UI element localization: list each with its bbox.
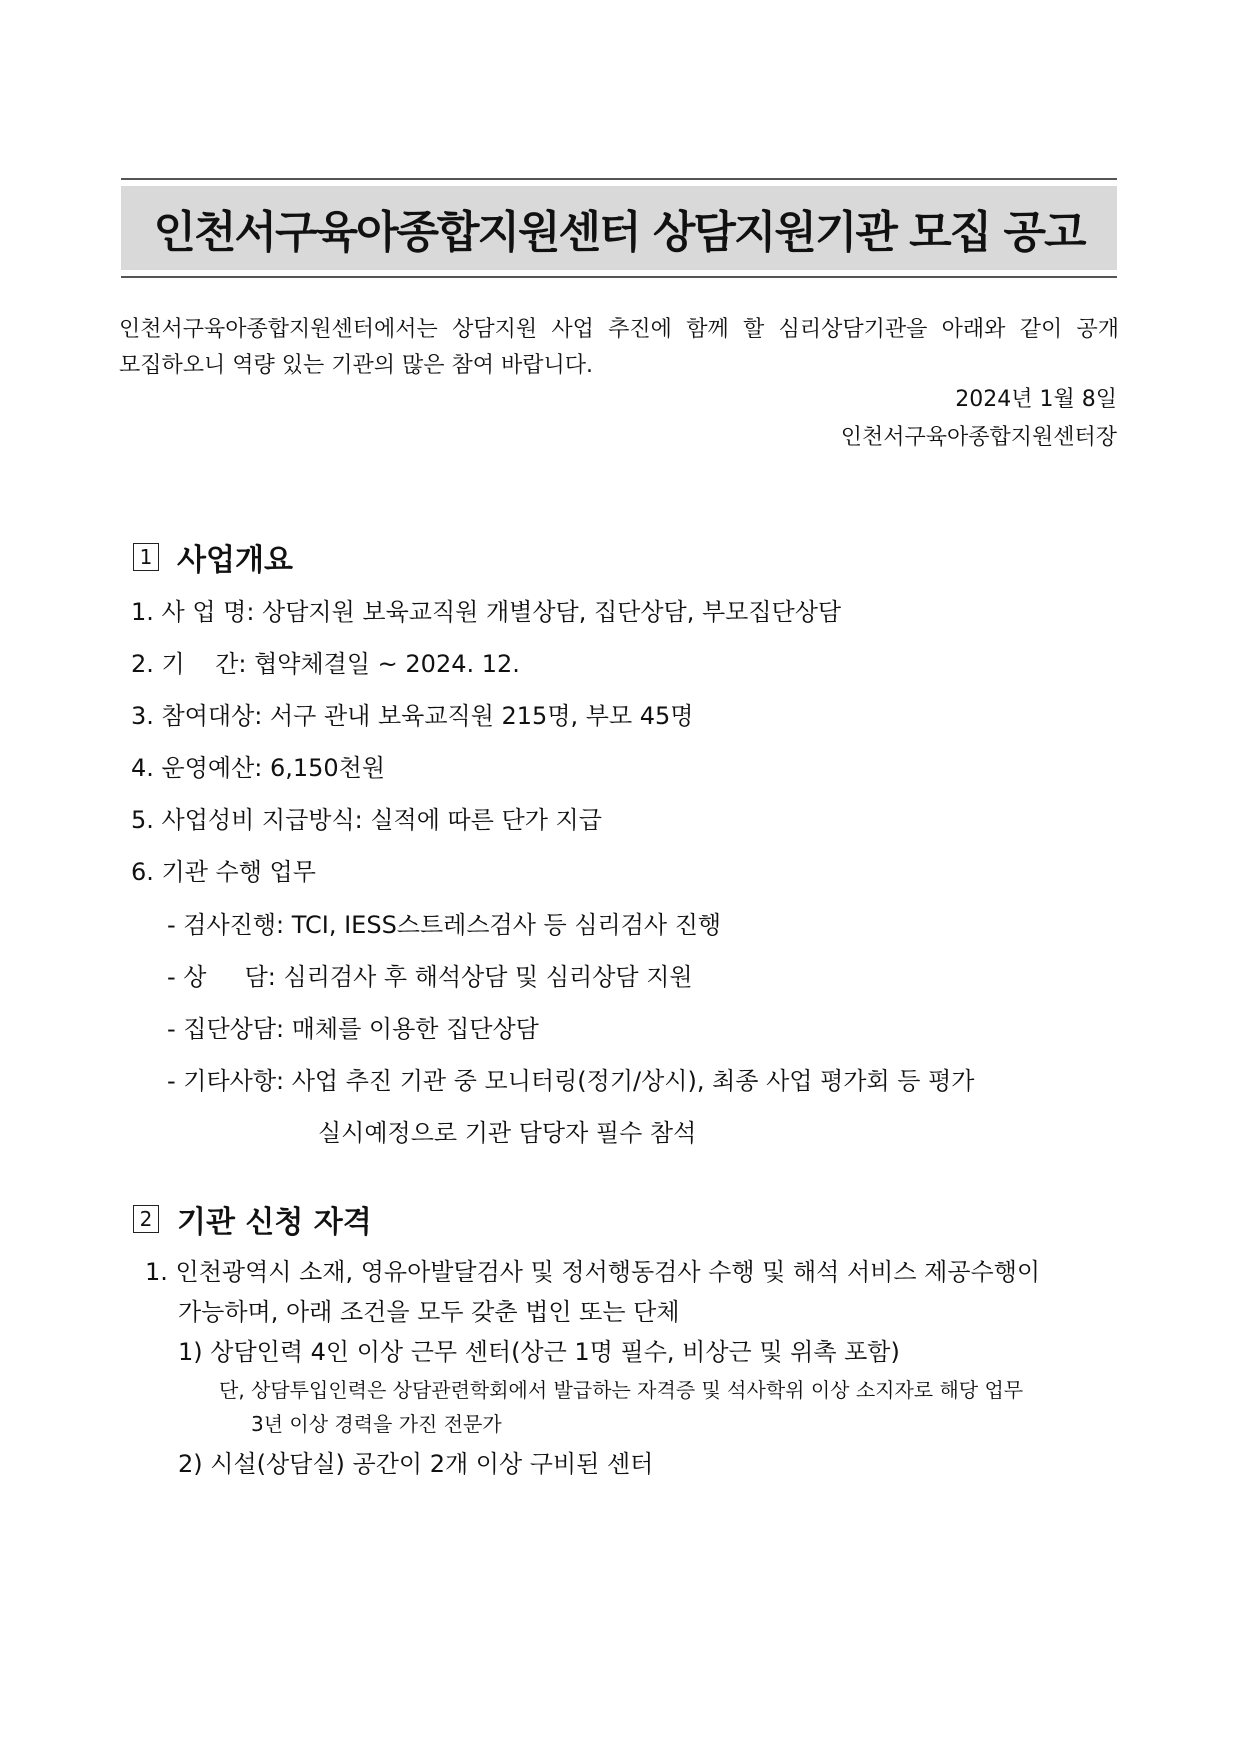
page-title: 인천서구육아종합지원센터 상담지원기관 모집 공고 [121,186,1117,270]
list-item: 5. 사업성비 지급방식: 실적에 따른 단가 지급 [131,806,602,834]
intro-paragraph [119,312,1119,384]
sub-item: 1) 상담인력 4인 이상 근무 센터(상근 1명 필수, 비상근 및 위촉 포함) [178,1338,900,1366]
list-item: 2. 기 간: 협약체결일 ~ 2024. 12. [131,650,520,678]
section-heading [133,535,293,579]
sub-item: - 검사진행: TCI, IESS스트레스검사 등 심리검사 진행 [167,911,722,939]
sub-item: - 집단상담: 매체를 이용한 집단상담 [167,1015,539,1043]
title-banner [121,178,1117,278]
section-title: 기관 신청 자격 [177,1205,372,1240]
notice-date: 2024년 1월 8일 [955,387,1117,412]
note: 단, 상담투입인력은 상담관련학회에서 발급하는 자격증 및 석사학위 이상 소지자로 해당 업무 [219,1378,1024,1402]
intro-line: 인천서구육아종합지원센터에서는 상담지원 사업 추진에 함께 할 심리상담기관을 아래와 같이 공개 [119,317,1119,342]
sub-item: - 기타사항: 사업 추진 기관 중 모니터링(정기/상시), 최종 사업 평가회 등 평가 [167,1067,975,1095]
section-number: 2 [133,1205,159,1233]
list-item: 1. 인천광역시 소재, 영유아발달검사 및 정서행동검사 수행 및 해석 서비스 제공수행이 [145,1258,1041,1286]
sub-item-continuation: 실시예정으로 기관 담당자 필수 참석 [318,1119,697,1147]
divider [121,276,1117,278]
intro-line: 모집하오니 역량 있는 기관의 많은 참여 바랍니다. [119,353,593,378]
sub-item: - 상 담: 심리검사 후 해석상담 및 심리상담 지원 [167,963,693,991]
list-item-continuation: 가능하며, 아래 조건을 모두 갖춘 법인 또는 단체 [178,1298,680,1326]
divider [121,178,1117,180]
list-item: 6. 기관 수행 업무 [131,858,316,886]
section-heading [133,1197,372,1241]
section-number: 1 [133,543,159,571]
list-item: 4. 운영예산: 6,150천원 [131,754,386,782]
note: 3년 이상 경력을 가진 전문가 [251,1412,502,1436]
list-item: 3. 참여대상: 서구 관내 보육교직원 215명, 부모 45명 [131,702,694,730]
section-title: 사업개요 [177,543,293,578]
list-item: 1. 사 업 명: 상담지원 보육교직원 개별상담, 집단상담, 부모집단상담 [131,598,842,626]
signer: 인천서구육아종합지원센터장 [840,425,1117,450]
sub-item: 2) 시설(상담실) 공간이 2개 이상 구비된 센터 [178,1450,654,1478]
